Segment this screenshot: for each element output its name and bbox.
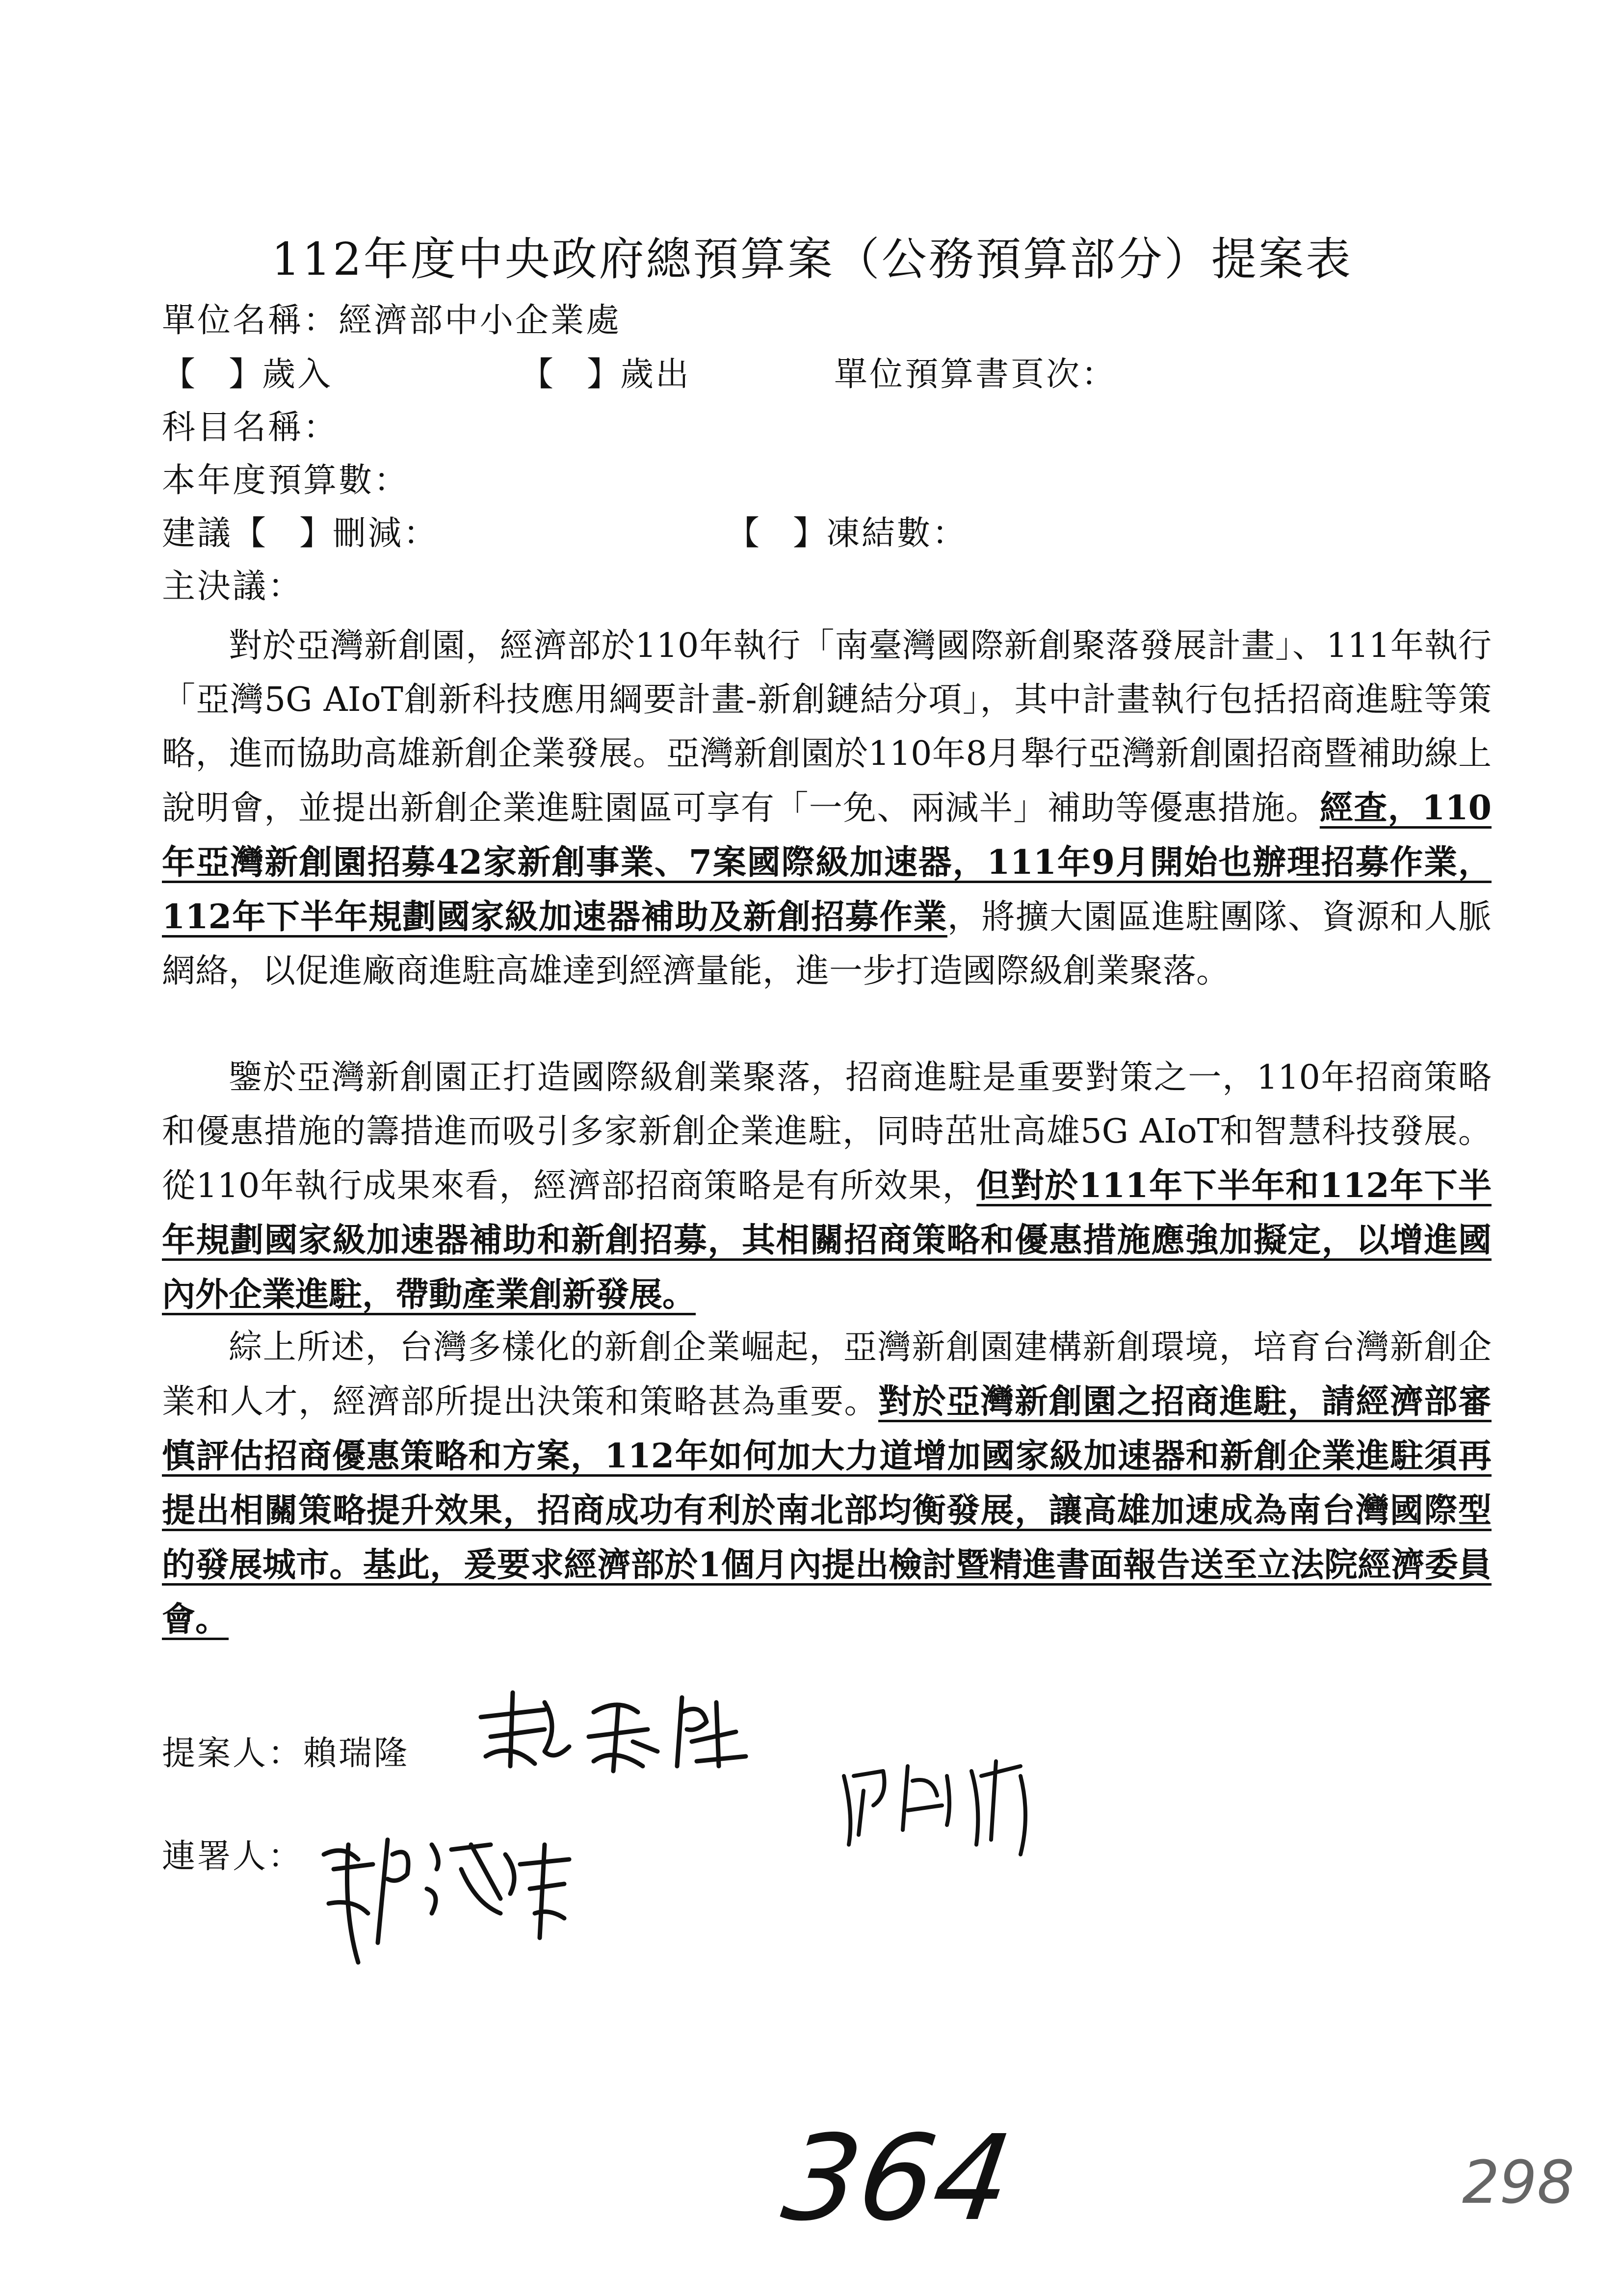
corner-number: 298 <box>1462 2149 1575 2217</box>
resolution-paragraph-2 <box>162 1051 1492 1322</box>
p1-text-b: ，將擴大園區進駐團隊、資源和人脈網絡，以促進廠商進駐高雄達到經濟量能，進一步打造國際級創業聚落。 <box>162 898 1492 991</box>
proposer-row <box>162 1727 409 1774</box>
proposal-label: 建議 <box>162 514 233 553</box>
resolution-paragraph-3 <box>162 1321 1492 1647</box>
expenditure-row <box>520 355 691 394</box>
unit-name-row <box>162 301 622 340</box>
proposer-label: 提案人： <box>162 1734 304 1773</box>
unit-name-value: 經濟部中小企業處 <box>339 301 622 340</box>
page-ref-label: 單位預算書頁次： <box>834 355 1117 394</box>
unit-name-label: 單位名稱： <box>162 301 339 340</box>
freeze-checkbox[interactable]: 【 】 <box>726 514 827 553</box>
account-name-label: 科目名稱： <box>162 408 339 447</box>
cut-checkbox[interactable]: 【 】 <box>233 514 333 553</box>
freeze-label: 凍結數： <box>826 514 968 553</box>
cut-label: 刪減： <box>333 514 439 553</box>
proposer-name: 賴瑞隆 <box>303 1734 410 1773</box>
page-number: 364 <box>775 2110 1020 2247</box>
p2-emphasis: 但對於111年下半年和112年下半年規劃國家級加速器補助和新創招募，其相關招商策略和優惠措施應強加擬定，以增進國內外企業進駐，帶動產業創新發展。 <box>162 1166 1492 1314</box>
page-title: 112年度中央政府總預算案（公務預算部分）提案表 <box>271 233 1353 286</box>
cosigner-signature-1 <box>314 1815 589 1972</box>
proposal-cut-row <box>162 514 439 553</box>
proposer-signature <box>471 1683 765 1781</box>
budget-type-row <box>162 355 333 394</box>
resolution-label: 主決議： <box>162 567 304 606</box>
resolution-paragraph-1 <box>162 619 1492 998</box>
freeze-row <box>726 514 968 553</box>
cosigner-signature-2 <box>834 1747 1040 1864</box>
p3-emphasis: 對於亞灣新創園之招商進駐，請經濟部審慎評估招商優惠策略和方案，112年如何加大力道增加國家級加速器和新創企業進駐須再提出相關策略提升效果，招商成功有利於南北部均衡發展，讓高雄加速成為南台灣國際型的發展城市。基此，爰要求經濟部於1個月內提出檢討暨精進書面報告送至立法院經濟委員會。 <box>162 1382 1492 1639</box>
expenditure-label: 歲出 <box>620 355 691 394</box>
p1-text-a: 對於亞灣新創園，經濟部於110年執行「南臺灣國際新創聚落發展計畫」、111年執行「亞灣5G AIoT創新科技應用綱要計畫-新創鏈結分項」，其中計畫執行包括招商進駐等策略，進而協助高雄新創企業發展。亞灣新創園於110年8月舉行亞灣新創園招商暨補助線上說明會，並提出新創企業進駐園區可享有「一免、兩減半」補助等優惠措施。 <box>162 626 1492 828</box>
p2-text-a: 鑒於亞灣新創園正打造國際級創業聚落，招商進駐是重要對策之一，110年招商策略和優惠措施的籌措進而吸引多家新創企業進駐，同時茁壯高雄5G AIoT和智慧科技發展。從110年執行成果來看，經濟部招商策略是有所效果， <box>162 1058 1492 1205</box>
cosigner-label: 連署人： <box>162 1837 304 1876</box>
revenue-label: 歲入 <box>262 355 333 394</box>
p1-emphasis: 經查，110年亞灣新創園招募42家新創事業、7案國際級加速器，111年9月開始也辦理招募作業，112年下半年規劃國家級加速器補助及新創招募作業 <box>162 788 1492 937</box>
p3-text-a: 綜上所述，台灣多樣化的新創企業崛起，亞灣新創園建構新創環境，培育台灣新創企業和人才，經濟部所提出決策和策略甚為重要。 <box>162 1328 1492 1421</box>
budget-amount-label: 本年度預算數： <box>162 461 410 500</box>
revenue-checkbox[interactable]: 【 】 <box>162 355 262 394</box>
expenditure-checkbox[interactable]: 【 】 <box>520 355 621 394</box>
